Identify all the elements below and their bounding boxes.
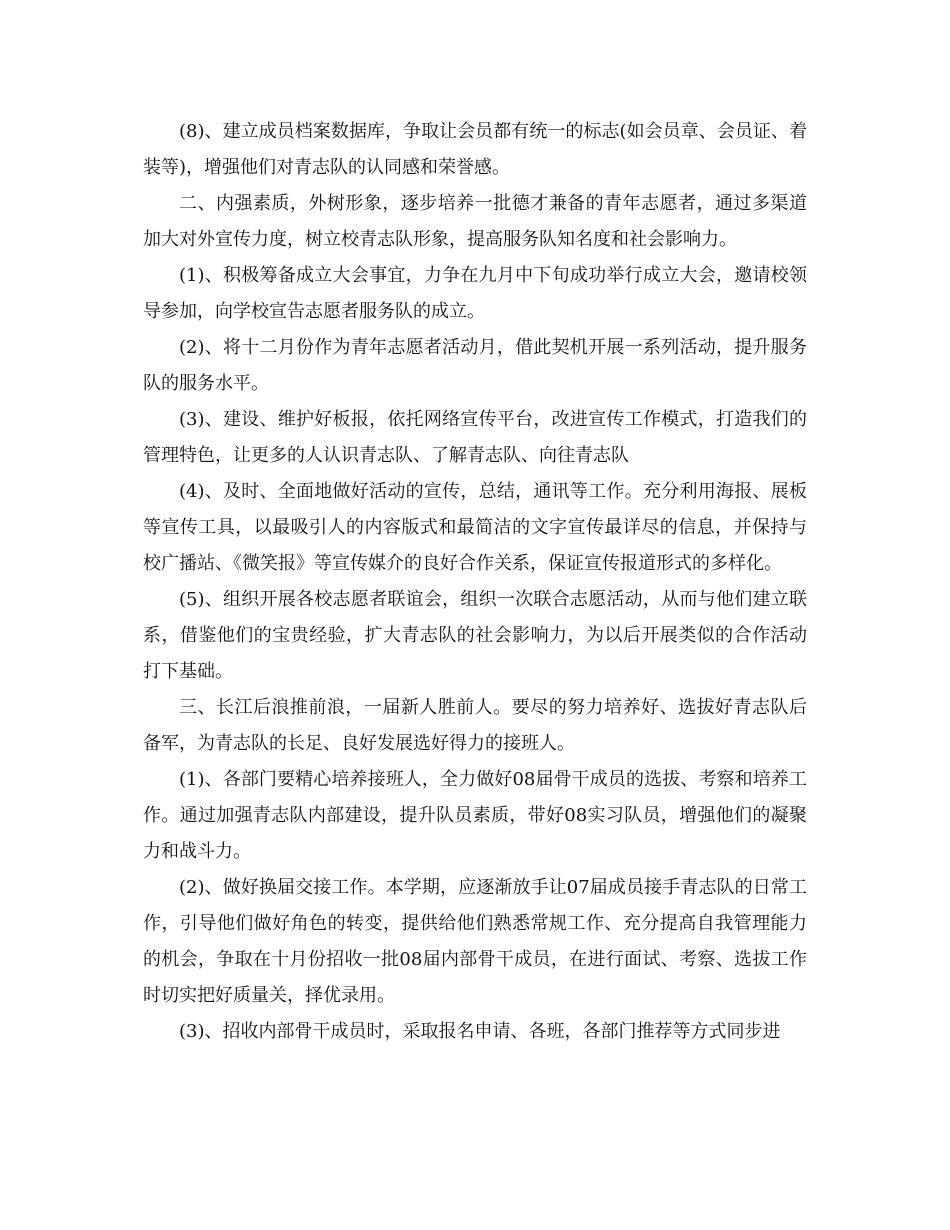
paragraph-section-two-heading: 二、内强素质，外树形象，逐步培养一批德才兼备的青年志愿者，通过多渠道加大对外宣传力度，树立校青志队形象，提高服务队知名度和社会影响力。 — [143, 193, 807, 250]
paragraph-section-three-heading: 三、长江后浪推前浪，一届新人胜前人。要尽的努力培养好、选拔好青志队后备军，为青志队的长足、良好发展选好得力的接班人。 — [143, 697, 807, 754]
paragraph-3-1-successors: (1)、各部门要精心培养接班人，全力做好08届骨干成员的选拔、考察和培养工作。通过加强青志队内部建设，提升队员素质，带好08实习队员，增强他们的凝聚力和战斗力。 — [143, 769, 807, 862]
paragraph-2-2-volunteer-month: (2)、将十二月份作为青年志愿者活动月，借此契机开展一系列活动，提升服务队的服务水平。 — [143, 337, 807, 394]
paragraph-3-2-handover: (2)、做好换届交接工作。本学期，应逐渐放手让07届成员接手青志队的日常工作，引导他们做好角色的转变，提供给他们熟悉常规工作、充分提高自我管理能力的机会，争取在十月份招收一批08届内部骨干成员，在进行面试、考察、选拔工作时切实把好质量关，择优录用。 — [143, 877, 807, 1006]
paragraph-2-1-founding-meeting: (1)、积极筹备成立大会事宜，力争在九月中下旬成功举行成立大会，邀请校领导参加，向学校宣告志愿者服务队的成立。 — [143, 265, 807, 322]
paragraph-3-3-recruitment: (3)、招收内部骨干成员时，采取报名申请、各班，各部门推荐等方式同步进 — [179, 1021, 781, 1042]
paragraph-2-3-blackboard: (3)、建设、维护好板报，依托网络宣传平台，改进宣传工作模式，打造我们的管理特色，让更多的人认识青志队、了解青志队、向往青志队 — [143, 409, 807, 466]
paragraph-2-4-publicity: (4)、及时、全面地做好活动的宣传，总结，通讯等工作。充分利用海报、展板等宣传工具，以最吸引人的内容版式和最简洁的文字宣传最详尽的信息，并保持与校广播站、《微笑报》等宣传媒介的良好合作关系，保证宣传报道形式的多样化。 — [143, 481, 807, 574]
paragraph-8-member-archive: (8)、建立成员档案数据库，争取让会员都有统一的标志(如会员章、会员证、着装等)，增强他们对青志队的认同感和荣誉感。 — [143, 121, 807, 178]
paragraph-2-5-joint-activities: (5)、组织开展各校志愿者联谊会，组织一次联合志愿活动，从而与他们建立联系，借鉴他们的宝贵经验，扩大青志队的社会影响力，为以后开展类似的合作活动打下基础。 — [143, 589, 807, 682]
document-body — [143, 114, 807, 1050]
